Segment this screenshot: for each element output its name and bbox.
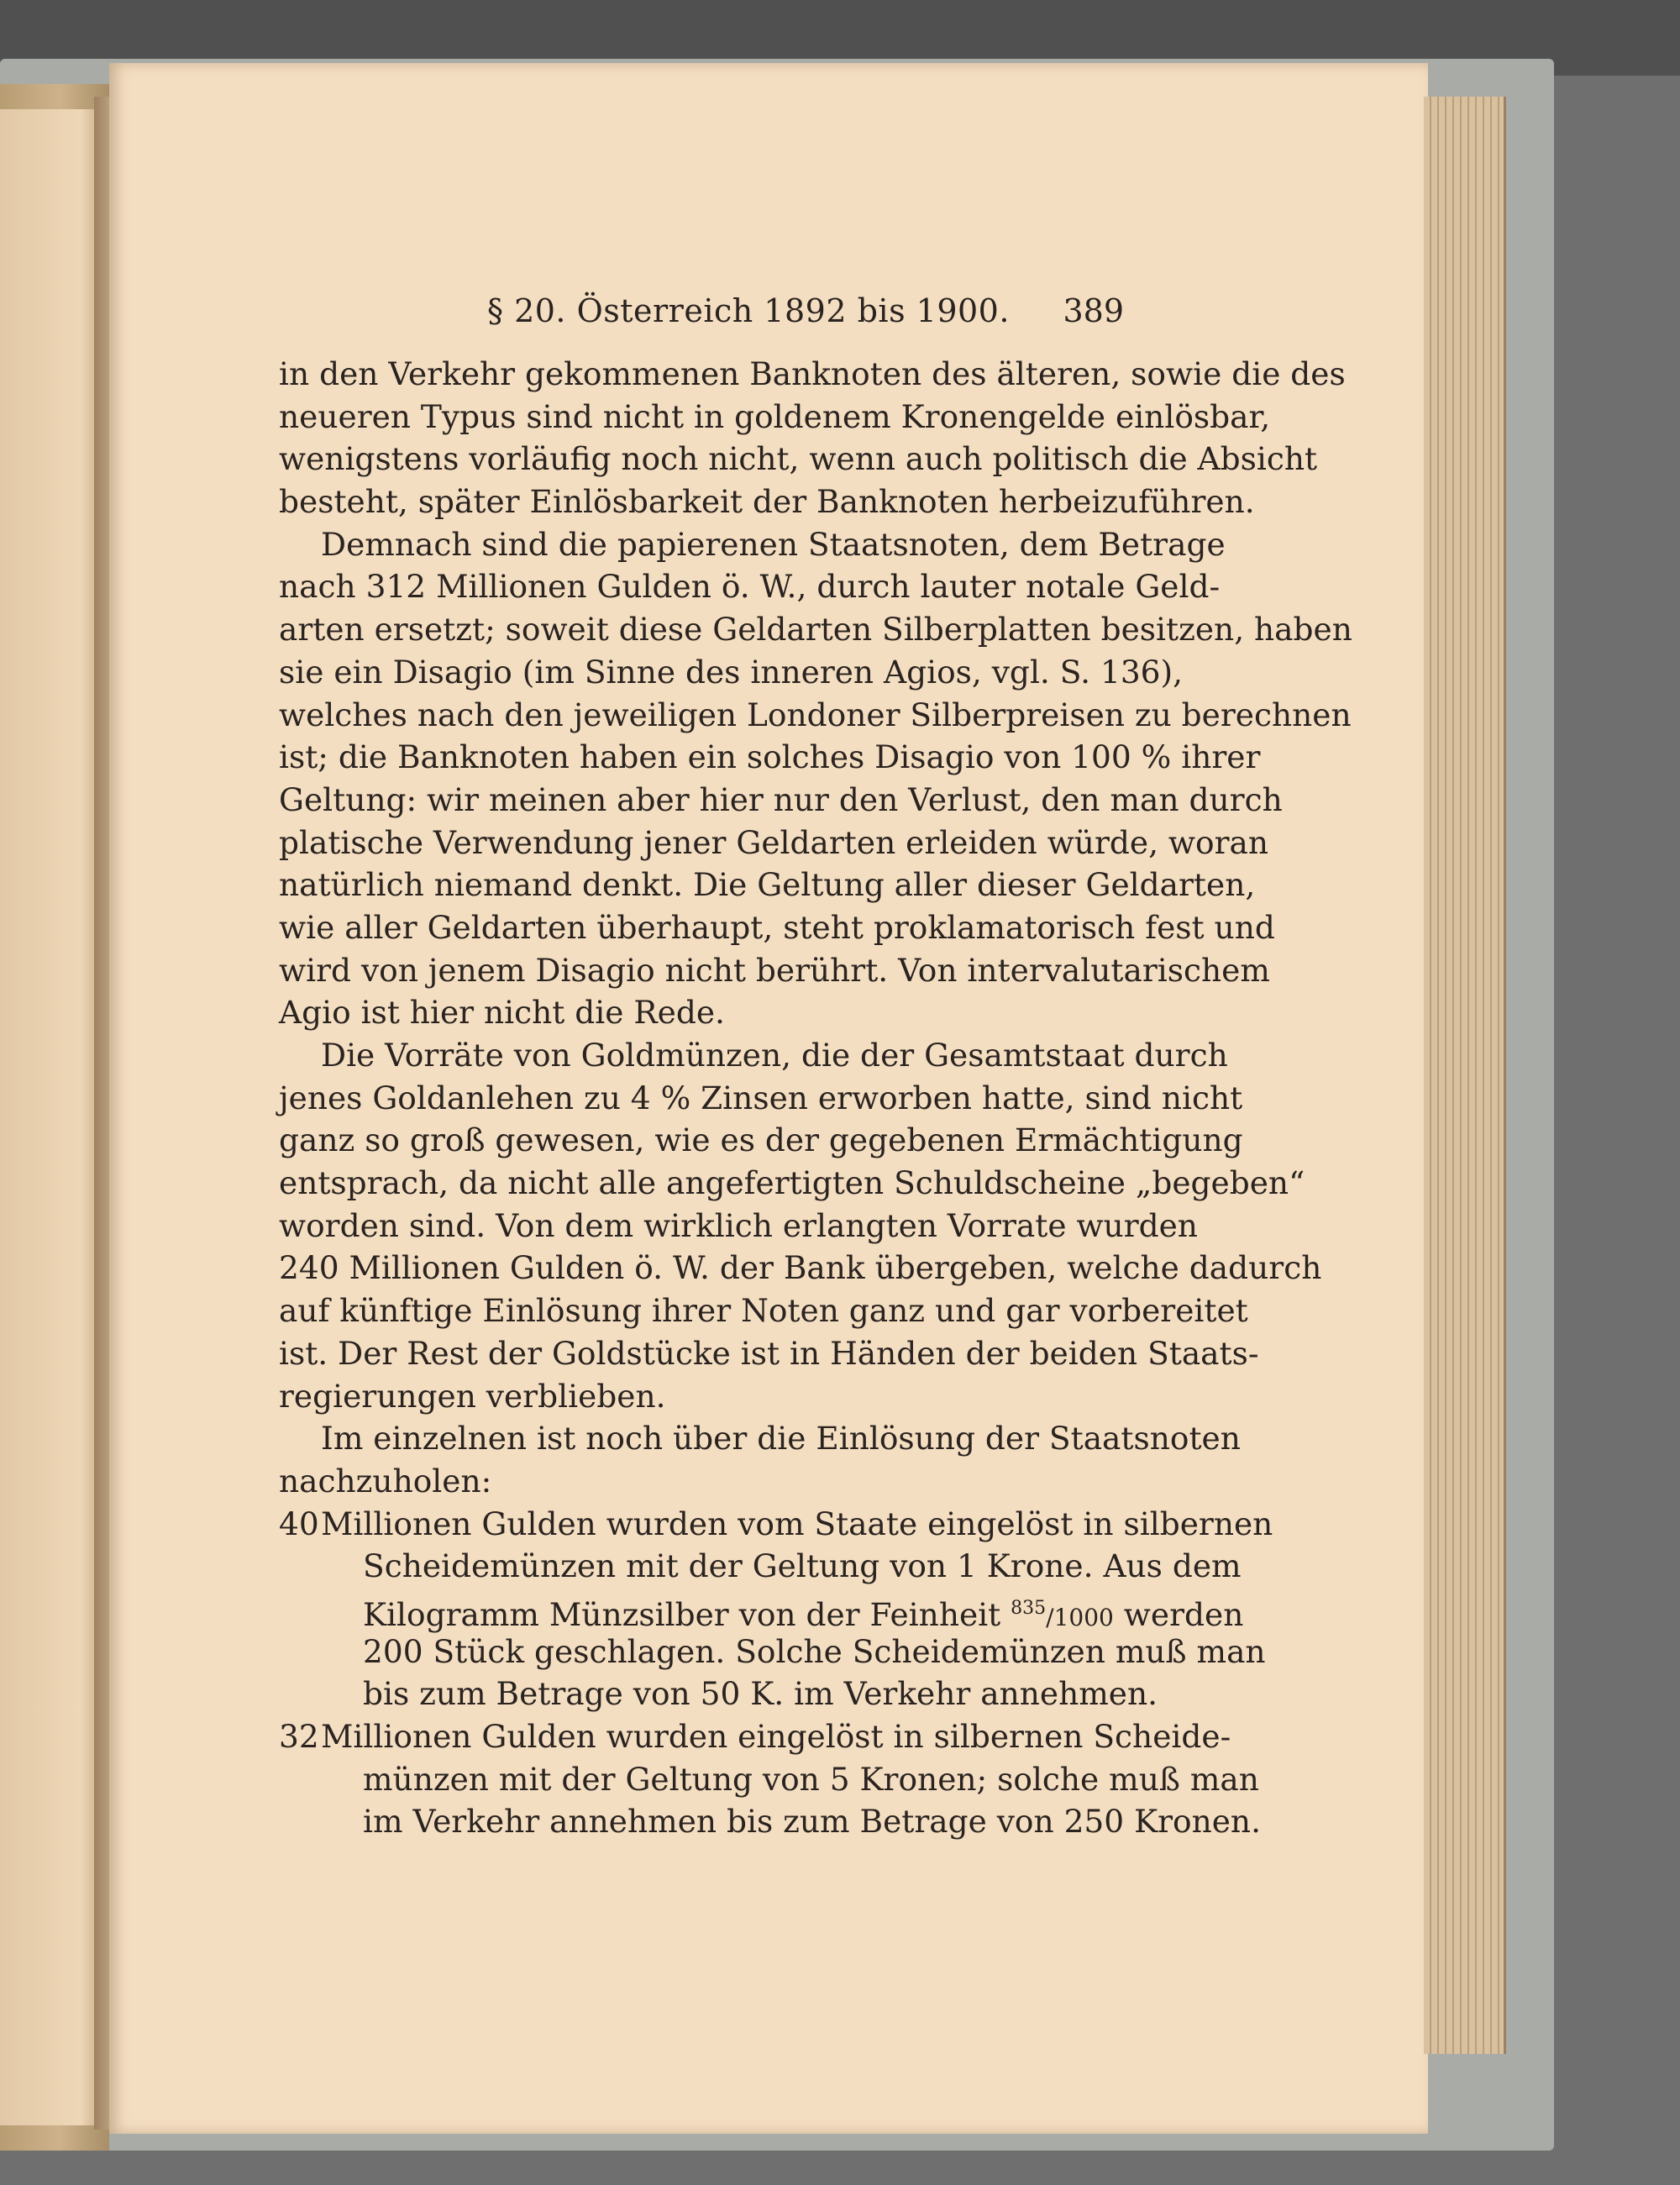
left-page-edge	[0, 109, 101, 2125]
text-line	[279, 1758, 1259, 1801]
text-line: ist; die Banknoten haben ein solches Disagio von 100 % ihrer	[279, 738, 1261, 776]
section-heading: § 20. Österreich 1892 bis 1900.	[487, 292, 1010, 329]
page-edges	[1424, 97, 1506, 2054]
text-line: Geltung: wir meinen aber hier nur den Verlust, den man durch	[279, 780, 1283, 818]
list-item-text: Millionen Gulden wurden eingelöst in silbernen Scheide-	[321, 1718, 1231, 1755]
body-text	[279, 353, 1352, 1843]
text-line: wird von jenem Disagio nicht berührt. Von intervalutarischem	[279, 951, 1270, 989]
list-item-first-line	[279, 1503, 1273, 1546]
text-line: jenes Goldanlehen zu 4 % Zinsen erworben hatte, sind nicht	[279, 1079, 1243, 1116]
text-line: Agio ist hier nicht die Rede.	[279, 994, 725, 1032]
list-item-text: Scheidemünzen mit der Geltung von 1 Krone. Aus dem	[363, 1547, 1242, 1585]
text-line: nachzuholen:	[279, 1462, 492, 1500]
page-number: 389	[1063, 292, 1124, 329]
text-line: auf künftige Einlösung ihrer Noten ganz und gar vorbereitet	[279, 1292, 1248, 1330]
text-line	[279, 1631, 1266, 1673]
list-item-text: bis zum Betrage von 50 K. im Verkehr annehmen.	[363, 1675, 1158, 1713]
text-line: in den Verkehr gekommenen Banknoten des älteren, sowie die des	[279, 355, 1346, 392]
text-line: nach 312 Millionen Gulden ö. W., durch lauter notale Geld-	[279, 568, 1221, 606]
list-item-number: 40	[279, 1505, 319, 1542]
list-item-text: Millionen Gulden wurden vom Staate eingelöst in silbernen	[321, 1505, 1273, 1542]
text-line	[279, 1673, 1158, 1715]
text-line: natürlich niemand denkt. Die Geltung aller dieser Geldarten,	[279, 866, 1256, 904]
fraction-denominator: /1000	[1046, 1603, 1114, 1631]
list-item-text: werden	[1123, 1595, 1244, 1633]
list-item-number: 32	[279, 1718, 319, 1755]
fraction-numerator: 835	[1011, 1597, 1047, 1619]
running-head	[277, 286, 1126, 336]
text-line: platische Verwendung jener Geldarten erleiden würde, woran	[279, 823, 1269, 861]
text-line: wenigstens vorläufig noch nicht, wenn auch politisch die Absicht	[279, 440, 1318, 478]
text-line: besteht, später Einlösbarkeit der Banknoten herbeizuführen.	[279, 483, 1255, 521]
text-line: entsprach, da nicht alle angefertigten Schuldscheine „begeben“	[279, 1164, 1305, 1202]
list-item-text: Kilogramm Münzsilber von der Feinheit	[363, 1595, 1001, 1633]
text-line: sie ein Disagio (im Sinne des inneren Agios, vgl. S. 136),	[279, 653, 1184, 691]
text-line: neueren Typus sind nicht in goldenem Kronengelde einlösbar,	[279, 397, 1271, 435]
text-line: welches nach den jeweiligen Londoner Silberpreisen zu berechnen	[279, 696, 1352, 733]
text-line	[279, 1588, 1244, 1633]
text-line: 240 Millionen Gulden ö. W. der Bank übergeben, welche dadurch	[279, 1249, 1322, 1287]
text-line: ist. Der Rest der Goldstücke ist in Händen der beiden Staats-	[279, 1334, 1259, 1372]
text-line: worden sind. Von dem wirklich erlangten Vorrate wurden	[279, 1206, 1198, 1244]
text-line: Demnach sind die papierenen Staatsnoten, dem Betrage	[321, 525, 1226, 563]
text-line	[279, 1545, 1242, 1588]
text-line	[279, 1800, 1262, 1843]
list-item-first-line	[279, 1715, 1231, 1758]
text-line: Im einzelnen ist noch über die Einlösung der Staatsnoten	[321, 1420, 1241, 1458]
text-line: ganz so groß gewesen, wie es der gegebenen Ermächtigung	[279, 1121, 1243, 1159]
text-line: regierungen verblieben.	[279, 1377, 666, 1415]
list-item-text: 200 Stück geschlagen. Solche Scheidemünzen muß man	[363, 1632, 1266, 1670]
text-line: wie aller Geldarten überhaupt, steht proklamatorisch fest und	[279, 908, 1275, 946]
list-item-text: münzen mit der Geltung von 5 Kronen; solche muß man	[363, 1760, 1259, 1798]
list-item-text: im Verkehr annehmen bis zum Betrage von 250 Kronen.	[363, 1803, 1262, 1841]
text-line: Die Vorräte von Goldmünzen, die der Gesamtstaat durch	[321, 1037, 1228, 1074]
text-line: arten ersetzt; soweit diese Geldarten Silberplatten besitzen, haben	[279, 611, 1352, 649]
